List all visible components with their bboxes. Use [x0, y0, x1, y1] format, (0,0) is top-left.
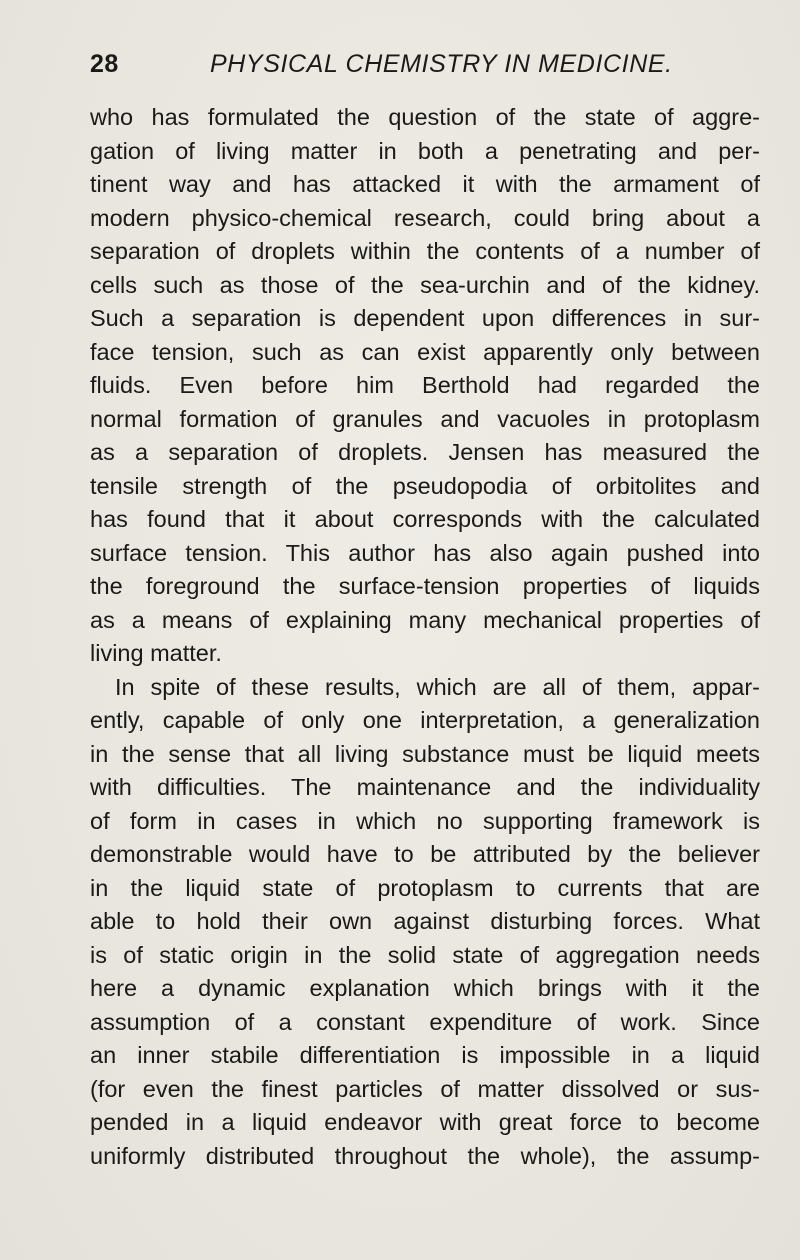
body-text	[90, 101, 760, 1173]
text-line: demonstrable would have to be attributed by the believer	[90, 841, 760, 867]
text-line: tensile strength of the pseudopodia of orbitolites and	[90, 472, 760, 499]
text-line: separation of droplets within the contents of a number of	[90, 238, 760, 264]
text-line: assumption of a constant expenditure of work. Since	[90, 1008, 760, 1035]
text-line: as a separation of droplets. Jensen has measured the	[90, 439, 760, 465]
text-line: in the liquid state of protoplasm to currents that are	[90, 874, 760, 901]
text-line: is of static origin in the solid state of aggregation needs	[90, 941, 760, 968]
text-line: In spite of these results, which are all of them, appar-	[115, 673, 760, 700]
text-line: gation of living matter in both a penetrating and per-	[90, 137, 760, 164]
text-line: uniformly distributed throughout the whole), the assump-	[90, 1142, 760, 1169]
running-head: PHYSICAL CHEMISTRY IN MEDICINE.	[210, 50, 673, 78]
text-line: in the sense that all living substance must be liquid meets	[90, 740, 760, 767]
text-line: Such a separation is dependent upon differences in sur-	[90, 305, 760, 331]
text-line: able to hold their own against disturbing forces. What	[90, 908, 760, 934]
text-line: ently, capable of only one interpretation, a generalization	[90, 707, 760, 733]
text-line: living matter.	[90, 640, 222, 666]
text-line: here a dynamic explanation which brings with it the	[90, 975, 760, 1001]
text-line: surface tension. This author has also again pushed into	[90, 539, 760, 566]
page-header	[90, 50, 750, 84]
text-line: of form in cases in which no supporting framework is	[90, 807, 760, 834]
text-line: face tension, such as can exist apparently only between	[90, 338, 760, 365]
text-line: has found that it about corresponds with the calculated	[90, 506, 760, 532]
text-line: normal formation of granules and vacuoles in protoplasm	[90, 405, 760, 432]
text-line: as a means of explaining many mechanical properties of	[90, 606, 760, 633]
page-number: 28	[90, 50, 119, 78]
text-line: with difficulties. The maintenance and the individuality	[90, 774, 760, 800]
text-line: modern physico-chemical research, could bring about a	[90, 204, 760, 231]
text-line: who has formulated the question of the state of aggre-	[90, 104, 760, 130]
text-line: cells such as those of the sea-urchin and of the kidney.	[90, 271, 760, 298]
text-line: fluids. Even before him Berthold had regarded the	[90, 372, 760, 398]
text-line: (for even the finest particles of matter dissolved or sus-	[90, 1075, 760, 1102]
text-line: tinent way and has attacked it with the armament of	[90, 171, 760, 197]
text-line: pended in a liquid endeavor with great force to become	[90, 1109, 760, 1135]
text-line: the foreground the surface-tension properties of liquids	[90, 573, 760, 599]
text-line: an inner stabile differentiation is impossible in a liquid	[90, 1042, 760, 1068]
